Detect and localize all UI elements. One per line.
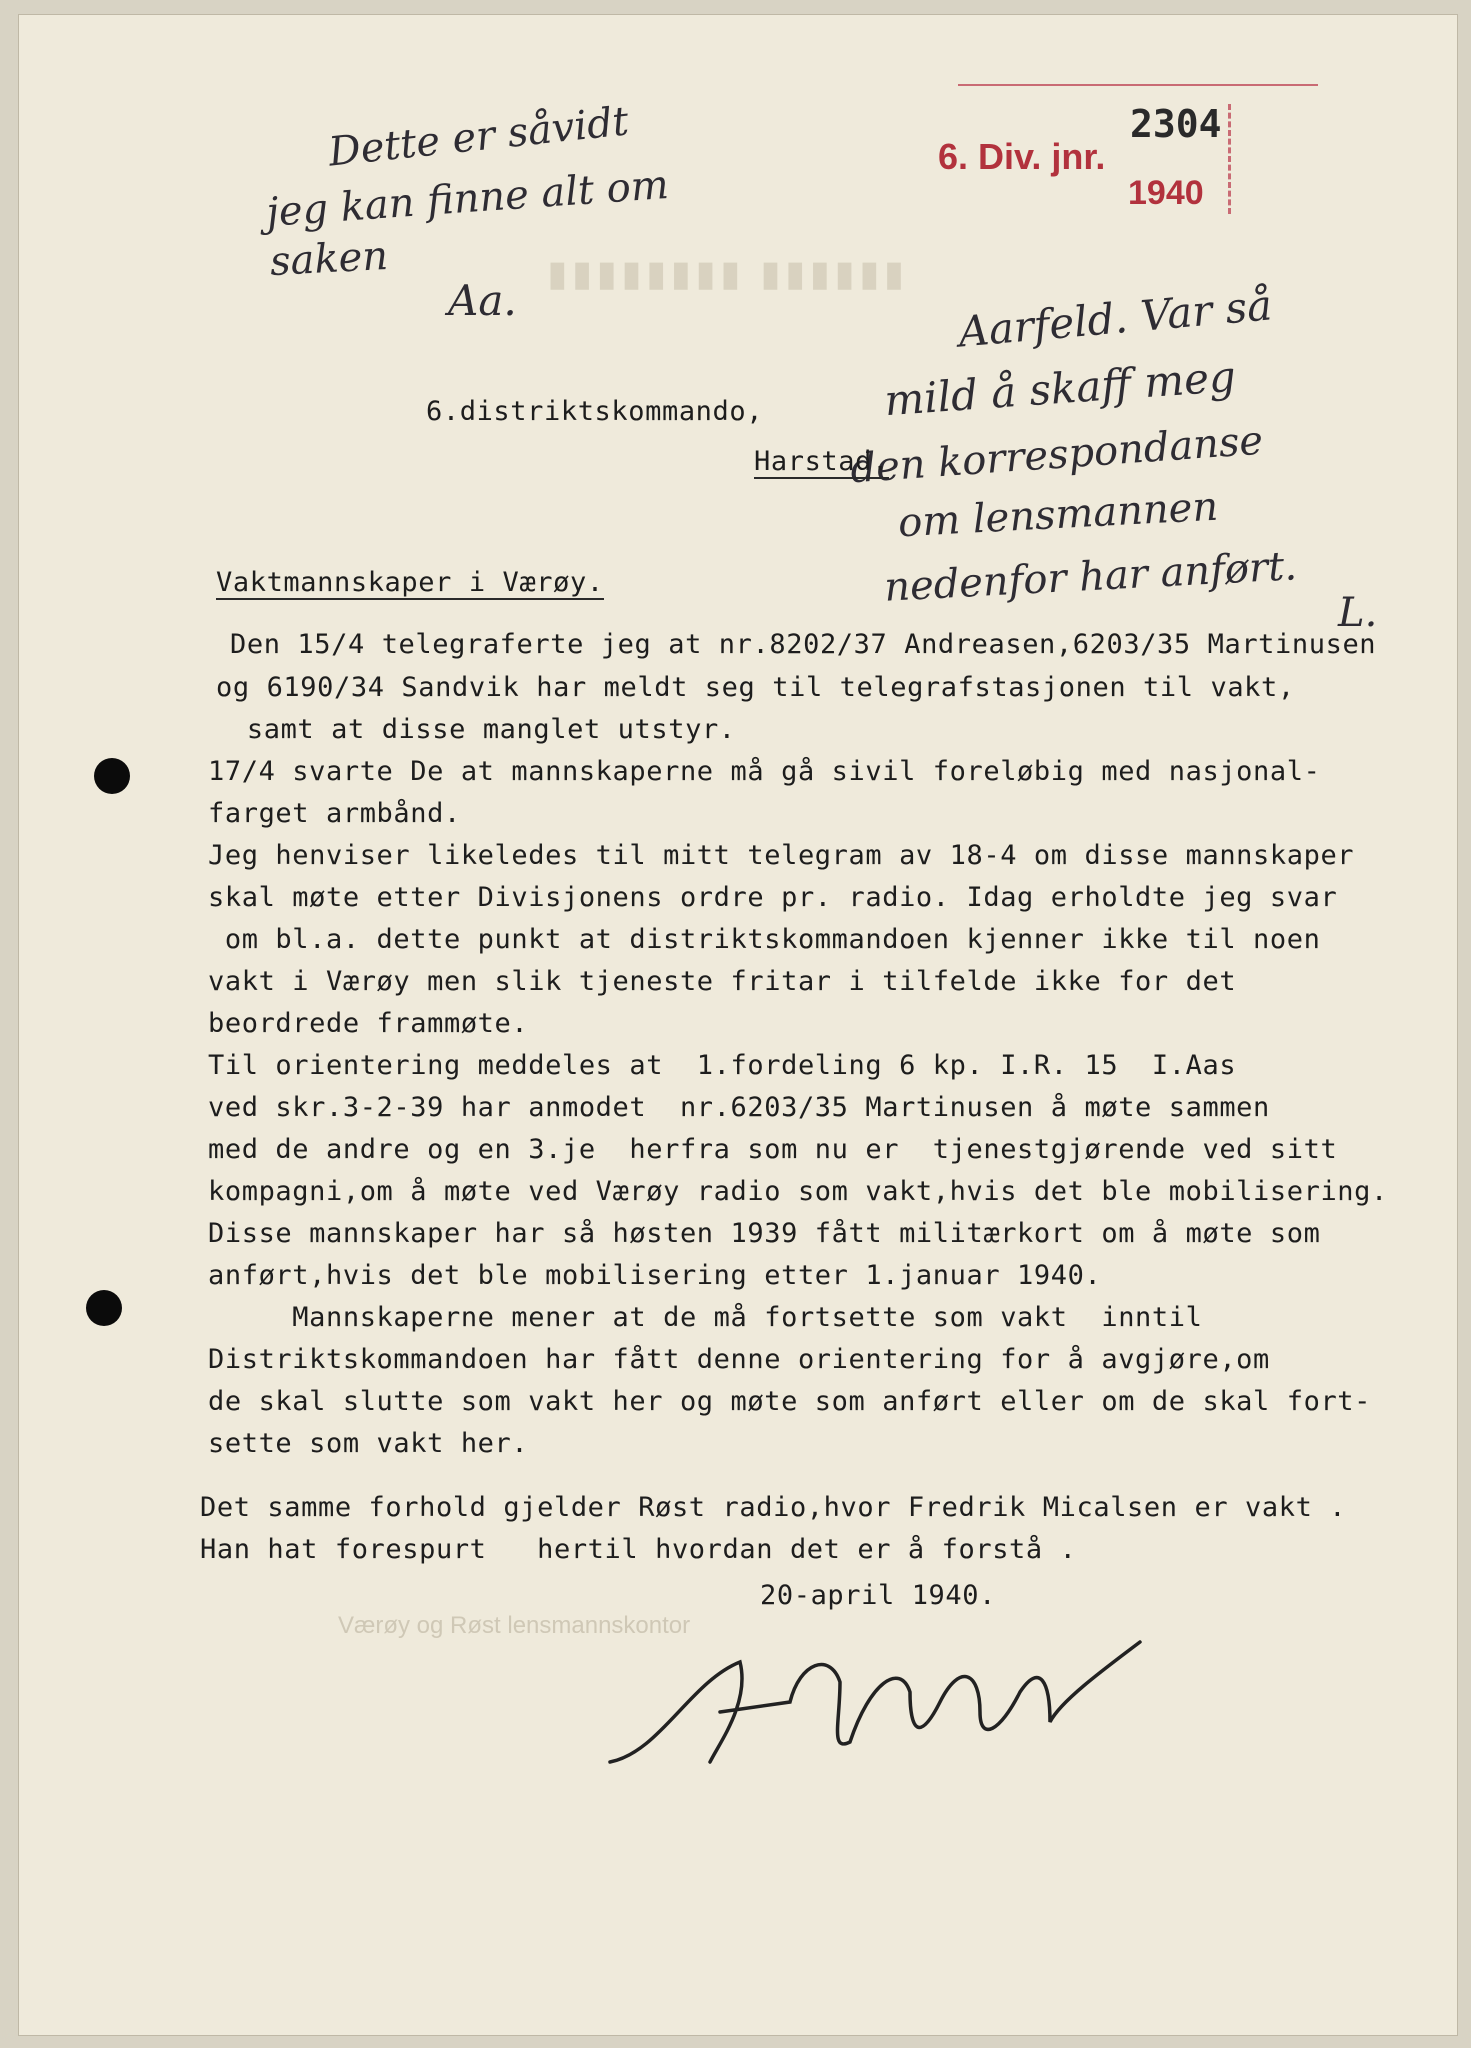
body-line: samt at disse manglet utstyr. [230, 714, 736, 745]
body-line: Disse mannskaper har så høsten 1939 fått militærkort om å møte som [208, 1218, 1321, 1249]
body-line: vakt i Værøy men slik tjeneste fritar i tilfelde ikke for det [208, 966, 1237, 997]
body-line: om bl.a. dette punkt at distriktskommandoen kjenner ikke til noen [208, 924, 1321, 955]
body-line: anført,hvis det ble mobilisering etter 1.januar 1940. [208, 1260, 1102, 1291]
body-line: 17/4 svarte De at mannskaperne må gå sivil foreløbig med nasjonal- [208, 756, 1321, 787]
journal-stamp [938, 84, 1338, 224]
body-line: Han hat forespurt hertil hvordan det er å forstå . [200, 1534, 1077, 1565]
body-line: med de andre og en 3.je herfra som nu er tjenestgjørende ved sitt [208, 1134, 1338, 1165]
signature-scribble [600, 1622, 1160, 1782]
faint-letterhead-bars: ▮▮▮▮▮▮▮▮ ▮▮▮▮▮▮ [548, 255, 910, 293]
punch-hole-bottom [86, 1290, 122, 1326]
body-line: Det samme forhold gjelder Røst radio,hvor Fredrik Micalsen er vakt . [200, 1492, 1347, 1523]
body-line: de skal slutte som vakt her og møte som anført eller om de skal fort- [208, 1386, 1372, 1417]
body-line: beordrede frammøte. [208, 1008, 529, 1039]
date-line: 20-april 1940. [760, 1580, 996, 1611]
body-line: ved skr.3-2-39 har anmodet nr.6203/35 Martinusen å møte sammen [208, 1092, 1270, 1123]
body-line: kompagni,om å møte ved Værøy radio som vakt,hvis det ble mobilisering. [208, 1176, 1388, 1207]
body-line: Distriktskommandoen har fått denne orientering for å avgjøre,om [208, 1344, 1270, 1375]
stamp-office: 6. Div. jnr. [938, 136, 1106, 177]
stamp-year: 1940 [1128, 174, 1204, 212]
body-line: Den 15/4 telegraferte jeg at nr.8202/37 Andreasen,6203/35 Martinusen [230, 629, 1377, 660]
document-page: ▮▮▮▮▮▮▮▮ ▮▮▮▮▮▮ Værøy og Røst lensmannskontor 2304 6. Div. jnr. 1940 Dette er såvidt jeg kan finne alt om saken Aa. Aarfeld. Var så mild å skaff meg den korrespondanse om lensmannen nedenfor har anført. L. 6.distriktskommando, Harstad. Vaktmannskaper i Værøy. Den 15/4 telegraferte jeg at nr.8202/37 Andreasen,6203/35 Martinusen og 6190/34 Sandvik har meldt seg til telegrafstasjonen til vakt, samt at disse manglet utstyr. 17/4 svarte De at mannskaperne må gå sivil foreløbig med nasjonal- farget armbånd. Jeg henviser likeledes til mitt telegram av 18-4 om disse mannskaper skal møte etter Divisjonens ordre pr. radio. Idag erholdte jeg svar om bl.a. dette punkt at distriktskommandoen kjenner ikke til noen vakt i Værøy men slik tjeneste fritar i tilfelde ikke for det beordrede frammøte. Til orientering meddeles at 1.fordeling 6 kp. I.R. 15 I.Aas ved skr.3-2-39 har anmodet nr.6203/35 Martinusen å møte sammen med de andre og en 3.je herfra som nu er tjenestgjørende ved sitt kompagni,om å møte ved Værøy radio som vakt,hvis det ble mobilisering. Disse mannskaper har så høsten 1939 fått militærkort om å møte som anført,hvis det ble mobilisering etter 1.januar 1940. Mannskaperne mener at de må fortsette som vakt inntil Distriktskommandoen har fått denne orientering for å avgjøre,om de skal slutte som vakt her og møte som anført eller om de skal fort- sette som vakt her. Det samme forhold gjelder Røst radio,hvor Fredrik Micalsen er vakt . Han hat forespurt hertil hvordan det er å forstå . 20-april 1940. [18, 14, 1458, 2036]
body-line: og 6190/34 Sandvik har meldt seg til telegrafstasjonen til vakt, [216, 672, 1295, 703]
body-line: Jeg henviser likeledes til mitt telegram av 18-4 om disse mannskaper [208, 840, 1355, 871]
body-line: Til orientering meddeles at 1.fordeling 6 kp. I.R. 15 I.Aas [208, 1050, 1237, 1081]
stamp-number: 2304 [1130, 102, 1222, 146]
subject-line: Vaktmannskaper i Værøy. [216, 567, 604, 598]
body-line: Mannskaperne mener at de må fortsette som vakt inntil [208, 1302, 1203, 1333]
address-line-1: 6.distriktskommando, [426, 396, 764, 427]
body-line: farget armbånd. [208, 798, 461, 829]
faint-letterhead: Værøy og Røst lensmannskontor [338, 1612, 691, 1639]
punch-hole-top [94, 758, 130, 794]
body-line: skal møte etter Divisjonens ordre pr. radio. Idag erholdte jeg svar [208, 882, 1338, 913]
body-line: sette som vakt her. [208, 1428, 529, 1459]
address-line-2: Harstad. [754, 446, 889, 477]
